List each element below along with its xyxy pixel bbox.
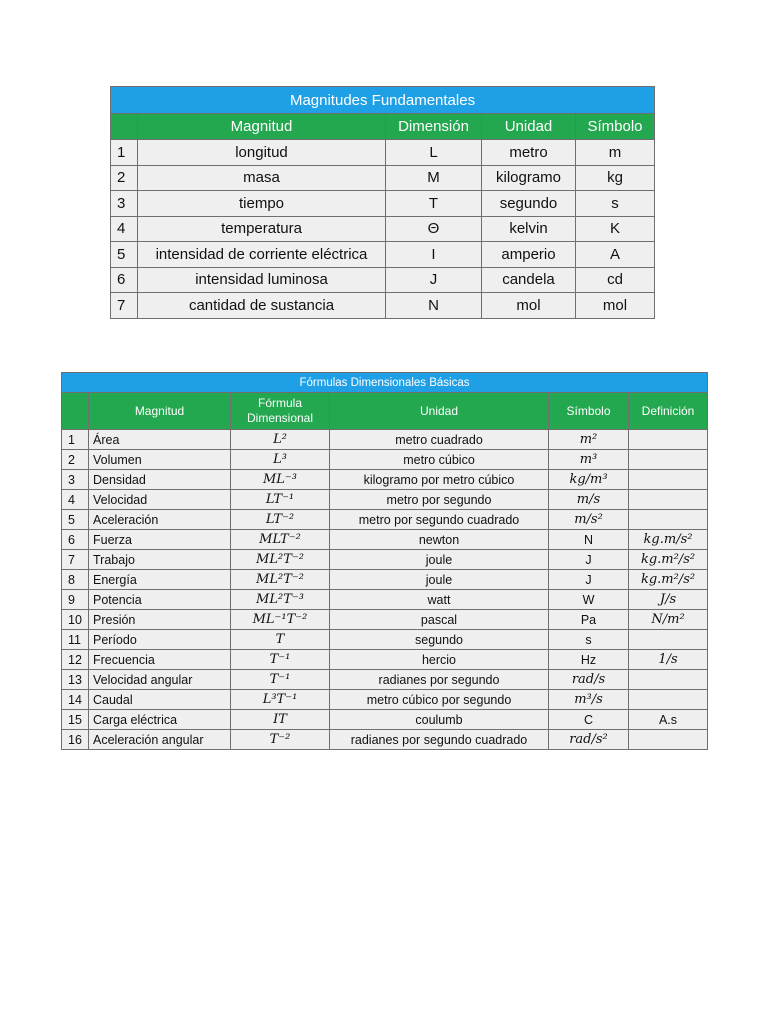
table-title: Fórmulas Dimensionales Básicas bbox=[62, 373, 708, 393]
magnitude-cell: intensidad de corriente eléctrica bbox=[138, 242, 386, 268]
magnitude-cell: Trabajo bbox=[89, 550, 231, 570]
column-header: Dimensión bbox=[386, 114, 482, 140]
unit-cell: pascal bbox=[330, 610, 549, 630]
symbol-cell: rad/s² bbox=[549, 730, 629, 750]
table-row bbox=[62, 430, 708, 450]
magnitude-cell: Período bbox=[89, 630, 231, 650]
unit-cell: watt bbox=[330, 590, 549, 610]
symbol-cell: kg bbox=[576, 165, 655, 191]
formula-cell: MLT⁻² bbox=[231, 530, 330, 550]
table-row bbox=[62, 510, 708, 530]
column-header: Magnitud bbox=[138, 114, 386, 140]
magnitude-cell: Presión bbox=[89, 610, 231, 630]
table-row bbox=[62, 450, 708, 470]
row-number: 7 bbox=[62, 550, 89, 570]
magnitude-cell: Fuerza bbox=[89, 530, 231, 550]
formula-cell: ML²T⁻³ bbox=[231, 590, 330, 610]
unit-cell: metro cuadrado bbox=[330, 430, 549, 450]
column-header: Símbolo bbox=[576, 114, 655, 140]
formula-cell: L³T⁻¹ bbox=[231, 690, 330, 710]
magnitude-cell: Área bbox=[89, 430, 231, 450]
symbol-cell: s bbox=[549, 630, 629, 650]
magnitude-cell: tiempo bbox=[138, 191, 386, 217]
row-number: 16 bbox=[62, 730, 89, 750]
column-header: Unidad bbox=[330, 393, 549, 430]
row-number: 5 bbox=[111, 242, 138, 268]
formula-cell: ML⁻¹T⁻² bbox=[231, 610, 330, 630]
table-row bbox=[111, 242, 655, 268]
formula-cell: L² bbox=[231, 430, 330, 450]
definition-cell: 1/s bbox=[629, 650, 708, 670]
magnitude-cell: Energía bbox=[89, 570, 231, 590]
row-number: 11 bbox=[62, 630, 89, 650]
row-number: 9 bbox=[62, 590, 89, 610]
formula-cell: T⁻¹ bbox=[231, 670, 330, 690]
table-row bbox=[62, 690, 708, 710]
table-row bbox=[62, 610, 708, 630]
magnitude-cell: Caudal bbox=[89, 690, 231, 710]
formula-cell: T bbox=[231, 630, 330, 650]
formula-cell: ML²T⁻² bbox=[231, 570, 330, 590]
unit-cell: candela bbox=[482, 267, 576, 293]
table-header-row bbox=[62, 393, 708, 430]
table-row bbox=[62, 630, 708, 650]
dimension-cell: T bbox=[386, 191, 482, 217]
table-row bbox=[111, 140, 655, 166]
symbol-cell: cd bbox=[576, 267, 655, 293]
table-row bbox=[62, 590, 708, 610]
definition-cell: N/m² bbox=[629, 610, 708, 630]
unit-cell: metro por segundo bbox=[330, 490, 549, 510]
magnitude-cell: masa bbox=[138, 165, 386, 191]
dimension-cell: I bbox=[386, 242, 482, 268]
definition-cell bbox=[629, 470, 708, 490]
unit-cell: newton bbox=[330, 530, 549, 550]
symbol-cell: W bbox=[549, 590, 629, 610]
symbol-cell: m² bbox=[549, 430, 629, 450]
unit-cell: metro cúbico bbox=[330, 450, 549, 470]
formula-cell: ML²T⁻² bbox=[231, 550, 330, 570]
row-number: 6 bbox=[111, 267, 138, 293]
symbol-cell: m³/s bbox=[549, 690, 629, 710]
unit-cell: metro cúbico por segundo bbox=[330, 690, 549, 710]
table-row bbox=[62, 490, 708, 510]
row-number: 15 bbox=[62, 710, 89, 730]
definition-cell: kg.m/s² bbox=[629, 530, 708, 550]
unit-cell: radianes por segundo bbox=[330, 670, 549, 690]
table-row bbox=[62, 570, 708, 590]
definition-cell bbox=[629, 690, 708, 710]
symbol-cell: K bbox=[576, 216, 655, 242]
definition-cell bbox=[629, 670, 708, 690]
symbol-cell: m bbox=[576, 140, 655, 166]
table-row bbox=[111, 267, 655, 293]
unit-cell: kilogramo por metro cúbico bbox=[330, 470, 549, 490]
definition-cell: J/s bbox=[629, 590, 708, 610]
formula-cell: IT bbox=[231, 710, 330, 730]
row-number: 5 bbox=[62, 510, 89, 530]
formula-cell: T⁻¹ bbox=[231, 650, 330, 670]
magnitude-cell: Densidad bbox=[89, 470, 231, 490]
definition-cell bbox=[629, 430, 708, 450]
column-header: Definición bbox=[629, 393, 708, 430]
magnitude-cell: intensidad luminosa bbox=[138, 267, 386, 293]
symbol-cell: m³ bbox=[549, 450, 629, 470]
symbol-cell: m/s bbox=[549, 490, 629, 510]
row-number: 14 bbox=[62, 690, 89, 710]
dimension-cell: L bbox=[386, 140, 482, 166]
table-row bbox=[111, 293, 655, 319]
dimension-cell: J bbox=[386, 267, 482, 293]
symbol-cell: mol bbox=[576, 293, 655, 319]
dimension-cell: N bbox=[386, 293, 482, 319]
definition-cell: A.s bbox=[629, 710, 708, 730]
formula-cell: L³ bbox=[231, 450, 330, 470]
magnitude-cell: Aceleración bbox=[89, 510, 231, 530]
row-number: 10 bbox=[62, 610, 89, 630]
table-row bbox=[111, 191, 655, 217]
definition-cell: kg.m²/s² bbox=[629, 550, 708, 570]
dimension-cell: M bbox=[386, 165, 482, 191]
basic-dimensional-formulas-table bbox=[61, 372, 708, 750]
unit-cell: joule bbox=[330, 550, 549, 570]
column-header: Unidad bbox=[482, 114, 576, 140]
row-number: 1 bbox=[111, 140, 138, 166]
unit-cell: metro por segundo cuadrado bbox=[330, 510, 549, 530]
unit-cell: segundo bbox=[482, 191, 576, 217]
symbol-cell: C bbox=[549, 710, 629, 730]
unit-cell: hercio bbox=[330, 650, 549, 670]
symbol-cell: N bbox=[549, 530, 629, 550]
unit-cell: radianes por segundo cuadrado bbox=[330, 730, 549, 750]
definition-cell bbox=[629, 490, 708, 510]
table-row bbox=[62, 550, 708, 570]
unit-cell: segundo bbox=[330, 630, 549, 650]
row-number: 3 bbox=[62, 470, 89, 490]
table-row bbox=[62, 530, 708, 550]
formula-cell: ML⁻³ bbox=[231, 470, 330, 490]
row-number: 4 bbox=[111, 216, 138, 242]
definition-cell bbox=[629, 730, 708, 750]
column-header bbox=[62, 393, 89, 430]
symbol-cell: kg/m³ bbox=[549, 470, 629, 490]
symbol-cell: J bbox=[549, 550, 629, 570]
unit-cell: joule bbox=[330, 570, 549, 590]
magnitude-cell: Potencia bbox=[89, 590, 231, 610]
row-number: 3 bbox=[111, 191, 138, 217]
row-number: 4 bbox=[62, 490, 89, 510]
table-row bbox=[62, 470, 708, 490]
magnitude-cell: Aceleración angular bbox=[89, 730, 231, 750]
magnitude-cell: Carga eléctrica bbox=[89, 710, 231, 730]
symbol-cell: m/s² bbox=[549, 510, 629, 530]
table-row bbox=[62, 670, 708, 690]
column-header: Magnitud bbox=[89, 393, 231, 430]
symbol-cell: rad/s bbox=[549, 670, 629, 690]
column-header: Símbolo bbox=[549, 393, 629, 430]
row-number: 1 bbox=[62, 430, 89, 450]
symbol-cell: Hz bbox=[549, 650, 629, 670]
definition-cell bbox=[629, 630, 708, 650]
unit-cell: kilogramo bbox=[482, 165, 576, 191]
magnitude-cell: Velocidad angular bbox=[89, 670, 231, 690]
definition-cell: kg.m²/s² bbox=[629, 570, 708, 590]
magnitude-cell: cantidad de sustancia bbox=[138, 293, 386, 319]
magnitude-cell: Volumen bbox=[89, 450, 231, 470]
column-header: Fórmula Dimensional bbox=[231, 393, 330, 430]
unit-cell: kelvin bbox=[482, 216, 576, 242]
formula-cell: LT⁻¹ bbox=[231, 490, 330, 510]
table-row bbox=[62, 710, 708, 730]
symbol-cell: J bbox=[549, 570, 629, 590]
unit-cell: amperio bbox=[482, 242, 576, 268]
table-row bbox=[111, 216, 655, 242]
table-row bbox=[62, 730, 708, 750]
magnitude-cell: temperatura bbox=[138, 216, 386, 242]
magnitude-cell: longitud bbox=[138, 140, 386, 166]
row-number: 12 bbox=[62, 650, 89, 670]
row-number: 7 bbox=[111, 293, 138, 319]
unit-cell: coulumb bbox=[330, 710, 549, 730]
row-number: 2 bbox=[111, 165, 138, 191]
row-number: 13 bbox=[62, 670, 89, 690]
row-number: 6 bbox=[62, 530, 89, 550]
formula-cell: LT⁻² bbox=[231, 510, 330, 530]
column-header bbox=[111, 114, 138, 140]
row-number: 8 bbox=[62, 570, 89, 590]
table-title: Magnitudes Fundamentales bbox=[111, 87, 655, 114]
symbol-cell: Pa bbox=[549, 610, 629, 630]
table-header-row bbox=[111, 114, 655, 140]
row-number: 2 bbox=[62, 450, 89, 470]
definition-cell bbox=[629, 510, 708, 530]
definition-cell bbox=[629, 450, 708, 470]
table-row bbox=[111, 165, 655, 191]
unit-cell: mol bbox=[482, 293, 576, 319]
dimension-cell: Θ bbox=[386, 216, 482, 242]
magnitude-cell: Velocidad bbox=[89, 490, 231, 510]
formula-cell: T⁻² bbox=[231, 730, 330, 750]
magnitude-cell: Frecuencia bbox=[89, 650, 231, 670]
fundamental-magnitudes-table bbox=[110, 86, 655, 319]
symbol-cell: s bbox=[576, 191, 655, 217]
table-row bbox=[62, 650, 708, 670]
unit-cell: metro bbox=[482, 140, 576, 166]
symbol-cell: A bbox=[576, 242, 655, 268]
